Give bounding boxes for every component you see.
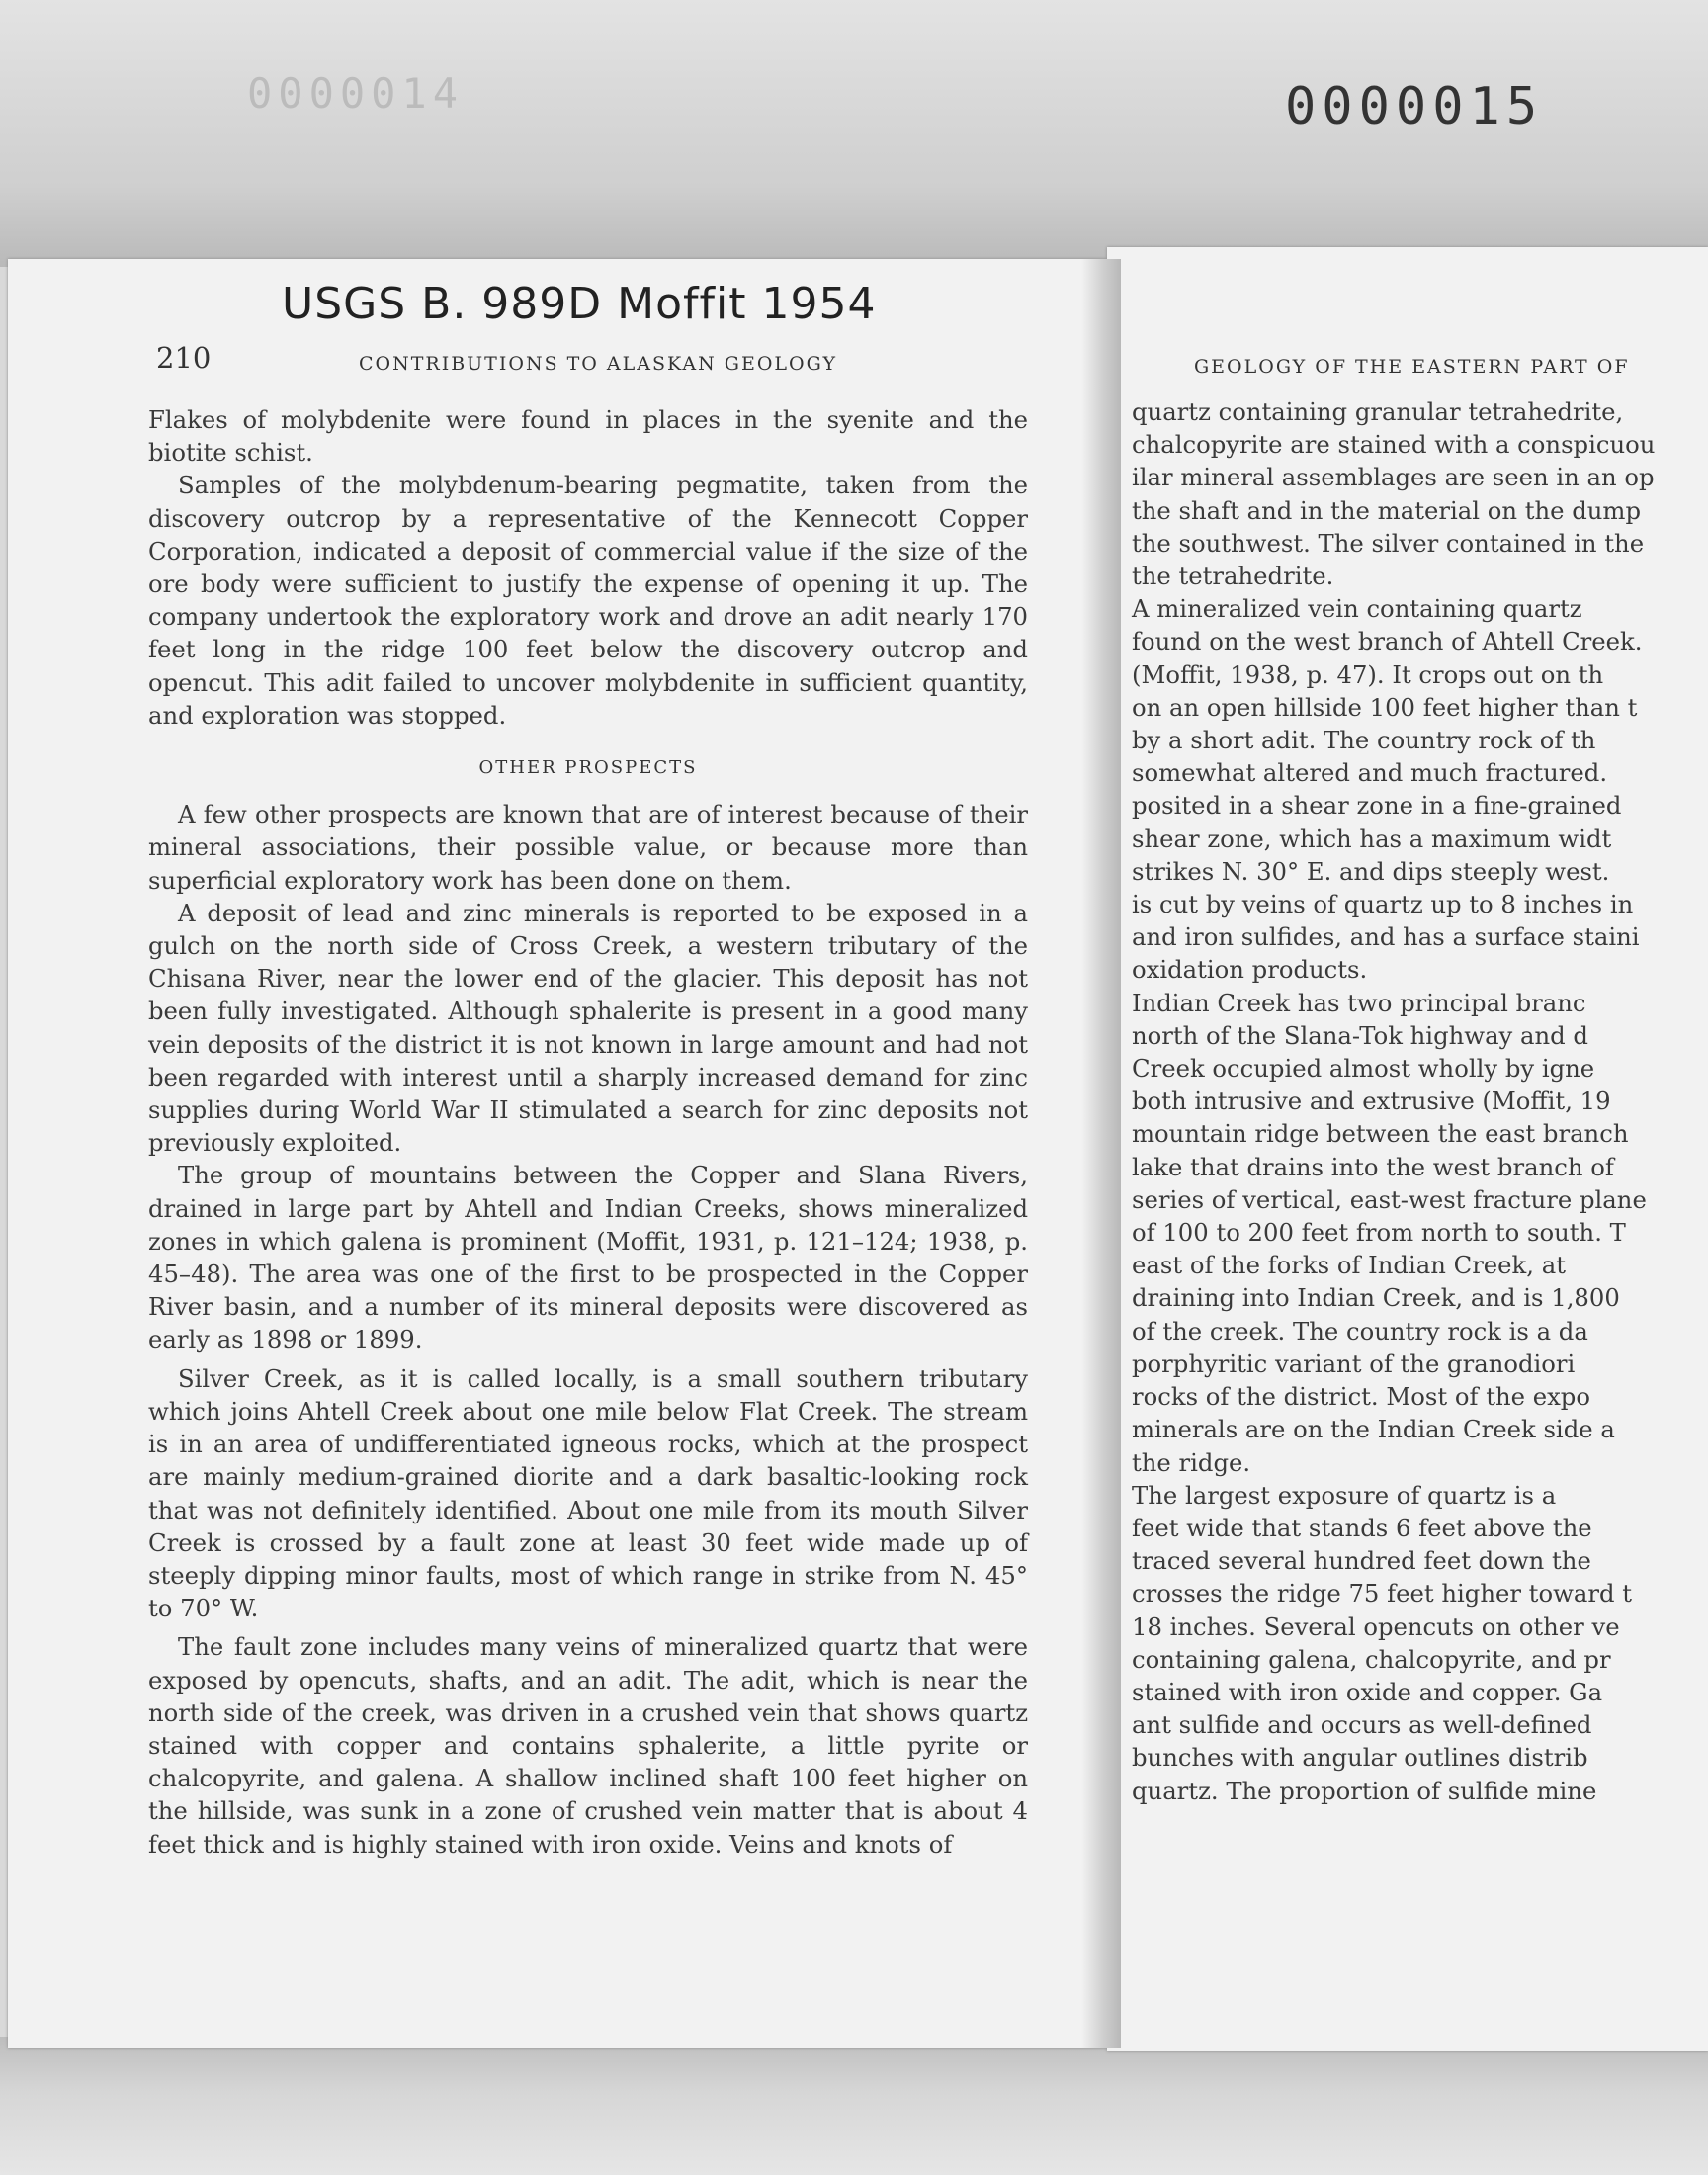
ghost-stamp-number: 0000014 — [247, 69, 465, 118]
text-line: posited in a shear zone in a fine-grained — [1132, 791, 1622, 821]
text-line: of the creek. The country rock is a da — [1132, 1316, 1588, 1346]
text-line: 18 inches. Several opencuts on other ve — [1132, 1611, 1620, 1641]
paragraph: Samples of the molybdenum-bearing pegmatite, taken from the discovery outcrop by a representative of the Kennecott Copper Corporation, indicated a deposit of commercial value if the size of the ore body were sufficient to justify the expense of opening it up. The company undertook the exploratory work and drove an adit nearly 170 feet long in the ridge 100 feet below the discovery outcrop and opencut. This adit failed to uncover molybdenite in sufficient quantity, and exploration was stopped. — [148, 471, 1028, 730]
paragraph: Flakes of molybdenite were found in places in the syenite and the biotite schist. — [148, 405, 1028, 468]
text-line: feet wide that stands 6 feet above the — [1132, 1513, 1592, 1542]
text-line: quartz. The proportion of sulfide mine — [1132, 1776, 1597, 1805]
scan-background-bottom — [0, 2037, 1708, 2175]
text-line: Creek occupied almost wholly by igne — [1132, 1054, 1595, 1084]
text-line: the southwest. The silver contained in the — [1132, 528, 1645, 558]
section-heading: OTHER PROSPECTS — [478, 757, 698, 779]
page-number: 210 — [156, 341, 212, 375]
text-line: north of the Slana-Tok highway and d — [1132, 1020, 1588, 1050]
handwritten-citation: USGS B. 989D Moffit 1954 — [282, 279, 877, 329]
text-line: ant sulfide and occurs as well-defined — [1132, 1710, 1592, 1740]
text-line: traced several hundred feet down the — [1132, 1546, 1591, 1576]
paragraph: The group of mountains between the Copper and Slana Rivers, drained in large part by Ahtell and Indian Creeks, shows mineralized zones in which galena is prominent (Moffit, 1931, p. 121–124; 1938, p. 45–48). The area was one of the first to be prospected in the Copper River basin, and a number of its mineral deposits were discovered as early as 1898 or 1899. — [148, 1161, 1028, 1354]
text-line: series of vertical, east-west fracture plane — [1132, 1184, 1647, 1214]
text-line: shear zone, which has a maximum widt — [1132, 824, 1612, 853]
text-line: the ridge. — [1132, 1447, 1251, 1477]
text-line: A mineralized vein containing quartz — [1132, 594, 1582, 624]
text-line: bunches with angular outlines distrib — [1132, 1743, 1588, 1773]
paragraph: A few other prospects are known that are of interest because of their mineral associations, their possible value, or because more than superficial exploratory work has been done on them. — [148, 800, 1028, 895]
text-line: both intrusive and extrusive (Moffit, 19 — [1132, 1087, 1611, 1116]
text-line: oxidation products. — [1132, 955, 1368, 985]
text-line: the shaft and in the material on the dump — [1132, 495, 1642, 525]
left-text-column — [148, 403, 1028, 1861]
text-line: Indian Creek has two principal branc — [1132, 988, 1586, 1017]
text-line: rocks of the district. Most of the expo — [1132, 1382, 1590, 1412]
text-line: is cut by veins of quartz up to 8 inches in — [1132, 890, 1634, 919]
text-line: somewhat altered and much fractured. — [1132, 758, 1608, 788]
text-line: porphyritic variant of the granodiori — [1132, 1348, 1576, 1378]
paragraph: The fault zone includes many veins of mineralized quartz that were exposed by opencuts, shafts, and an adit. The adit, which is near the north side of the creek, was driven in a crushed vein that shows quartz stained with copper and contains sphalerite, a little pyrite or chalcopyrite, and galena. A shallow inclined shaft 100 feet higher on the hillside, was sunk in a zone of crushed vein matter that is about 4 feet thick and is highly stained with iron oxide. Veins and knots of — [148, 1632, 1028, 1859]
text-line: stained with iron oxide and copper. Ga — [1132, 1677, 1603, 1706]
text-line: chalcopyrite are stained with a conspicuou — [1132, 430, 1656, 460]
text-line: on an open hillside 100 feet higher than t — [1132, 692, 1638, 722]
text-line: east of the forks of Indian Creek, at — [1132, 1251, 1566, 1280]
text-line: mountain ridge between the east branch — [1132, 1119, 1629, 1149]
document-stamp-number: 0000015 — [1285, 77, 1544, 136]
text-line: and iron sulfides, and has a surface staini — [1132, 922, 1640, 952]
right-text-column — [1132, 395, 1708, 1807]
text-line: The largest exposure of quartz is a — [1132, 1480, 1557, 1510]
text-line: (Moffit, 1938, p. 47). It crops out on th — [1132, 659, 1604, 689]
text-line: the tetrahedrite. — [1132, 562, 1334, 591]
text-line: strikes N. 30° E. and dips steeply west. — [1132, 856, 1610, 886]
text-line: quartz containing granular tetrahedrite, — [1132, 397, 1624, 426]
paragraph: Silver Creek, as it is called locally, is a small southern tributary which joins Ahtell Creek about one mile below Flat Creek. The stream is in an area of undifferentiated igneous rocks, which at the prospect are mainly medium-grained diorite and a dark basaltic-looking rock that was not definitely identified. About one mile from its mouth Silver Creek is crossed by a fault zone at least 30 feet wide made up of steeply dipping minor faults, most of which range in strike from N. 45° to 70° W. — [148, 1363, 1028, 1623]
book-gutter — [1081, 259, 1121, 2048]
text-line: containing galena, chalcopyrite, and pr — [1132, 1644, 1611, 1674]
text-line: minerals are on the Indian Creek side a — [1132, 1415, 1615, 1444]
text-line: by a short adit. The country rock of th — [1132, 726, 1596, 755]
text-line: found on the west branch of Ahtell Creek. — [1132, 627, 1643, 656]
text-line: draining into Indian Creek, and is 1,800 — [1132, 1283, 1620, 1313]
text-line: crosses the ridge 75 feet higher toward t — [1132, 1579, 1633, 1609]
text-line: lake that drains into the west branch of — [1132, 1152, 1614, 1181]
paragraph: A deposit of lead and zinc minerals is reported to be exposed in a gulch on the north side of Cross Creek, a western tributary of the Chisana River, near the lower end of the glacier. This deposit has not been fully investigated. Although sphalerite is present in a good many vein deposits of the district it is not known in large amount and had not been regarded with interest until a sharply increased demand for zinc supplies during World War II stimulated a search for zinc deposits not previously exploited. — [148, 898, 1028, 1158]
text-line: of 100 to 200 feet from north to south. T — [1132, 1218, 1626, 1248]
running-head-left: CONTRIBUTIONS TO ALASKAN GEOLOGY — [358, 353, 837, 375]
text-line: ilar mineral assemblages are seen in an op — [1132, 463, 1655, 492]
running-head-right: GEOLOGY OF THE EASTERN PART OF — [1194, 356, 1630, 378]
